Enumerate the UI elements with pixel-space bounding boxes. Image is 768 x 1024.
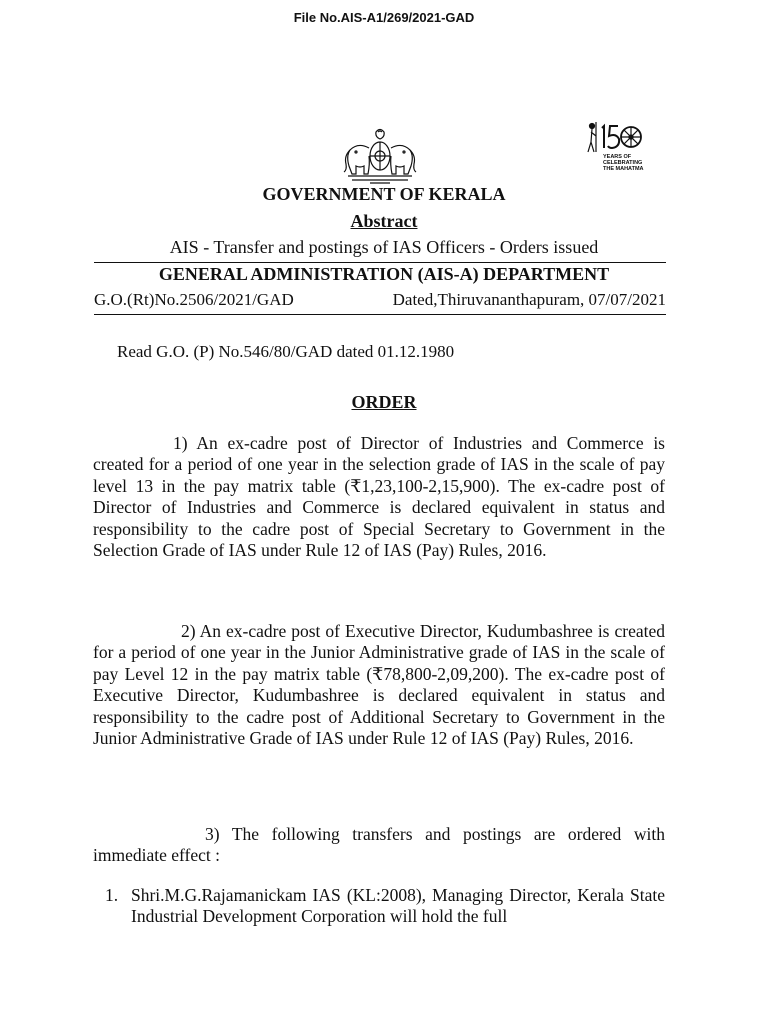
list-item [93,885,665,928]
divider-bottom [94,314,666,315]
svg-text:THE MAHATMA: THE MAHATMA [603,166,644,172]
order-paragraph-3: 3) The following transfers and postings are ordered with immediate effect : [93,824,665,866]
gandhi-150-logo-icon [582,118,662,178]
divider-top [94,262,666,263]
svg-text:CELEBRATING: CELEBRATING [603,160,643,166]
government-title: GOVERNMENT OF KERALA [262,184,506,204]
department-name: GENERAL ADMINISTRATION (AIS-A) DEPARTMENT [158,264,610,284]
read-reference: Read G.O. (P) No.546/80/GAD dated 01.12.1980 [117,342,455,361]
go-dated: Dated,Thiruvananthapuram, 07/07/2021 [392,290,666,309]
svg-text:YEARS OF: YEARS OF [603,154,632,160]
list-item-number: 1. [105,885,119,905]
go-reference-line [94,290,666,310]
kerala-emblem-icon [340,126,420,186]
postings-list [93,885,665,928]
subject-line: AIS - Transfer and postings of IAS Officers - Orders issued [169,237,599,257]
list-item-text: Shri.M.G.Rajamanickam IAS (KL:2008), Managing Director, Kerala State Industrial Development Corporation will hold the full [131,885,665,927]
order-heading: ORDER [351,392,417,412]
abstract-heading: Abstract [350,211,418,231]
go-number: G.O.(Rt)No.2506/2021/GAD [94,290,294,309]
order-paragraph-1: 1) An ex-cadre post of Director of Industries and Commerce is created for a period of one year in the selection grade of IAS in the scale of pay level 13 in the pay matrix table (₹1,23,100-2,15,900). The ex-cadre post of Director of Industries and Commerce is declared equivalent in status and responsibility to the cadre post of Special Secretary to Government in the Selection Grade of IAS under Rule 12 of IAS (Pay) Rules, 2016. [93,433,665,561]
file-number: File No.AIS-A1/269/2021-GAD [293,10,475,25]
order-paragraph-2: 2) An ex-cadre post of Executive Director, Kudumbashree is created for a period of one year in the Junior Administrative grade of IAS in the scale of pay Level 12 in the pay matrix table (₹78,800-2,09,200). The ex-cadre post of Executive Director, Kudumbashree is declared equivalent in status and responsibility to the cadre post of Additional Secretary to Government in the Junior Administrative Grade of IAS under Rule 12 of IAS (Pay) Rules, 2016. [93,621,665,749]
